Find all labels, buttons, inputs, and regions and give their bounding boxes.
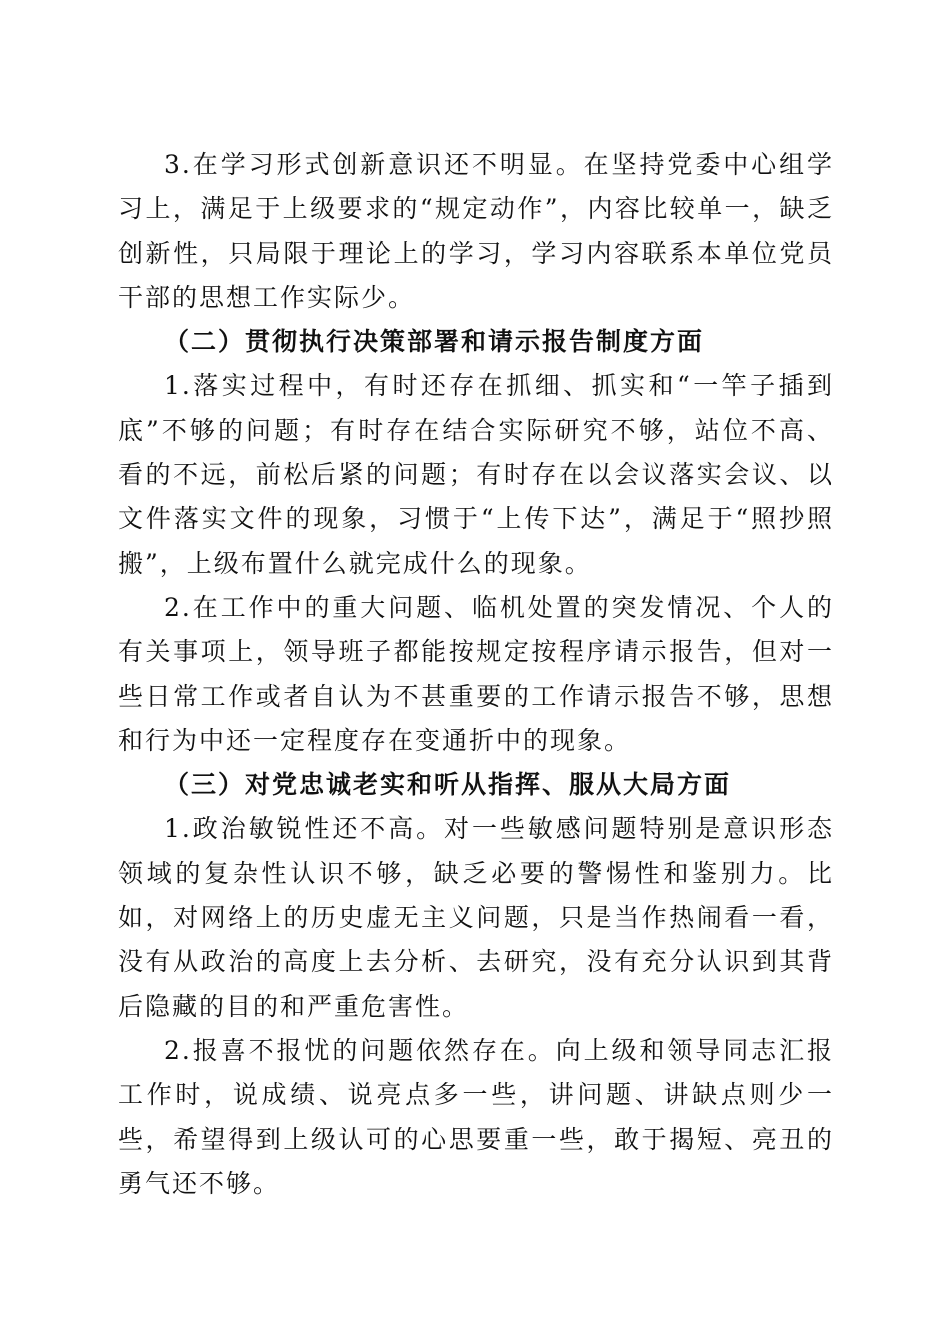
paragraph-2-1: 1.落实过程中，有时还存在抓细、抓实和“一竿子插到底”不够的问题；有时存在结合实际研究不够，站位不高、看的不远，前松后紧的问题；有时存在以会议落实会议、以文件落实文件的现象，习惯于“上传下达”，满足于“照抄照搬”，上级布置什么就完成什么的现象。 [118, 371, 834, 578]
paragraph-2-2: 2.在工作中的重大问题、临机处置的突发情况、个人的有关事项上，领导班子都能按规定按程序请示报告，但对一些日常工作或者自认为不甚重要的工作请示报告不够，思想和行为中还一定程度存在变通折中的现象。 [118, 592, 834, 755]
paragraph-3-1: 1.政治敏锐性还不高。对一些敏感问题特别是意识形态领域的复杂性认识不够，缺乏必要的警惕性和鉴别力。比如，对网络上的历史虚无主义问题，只是当作热闹看一看，没有从政治的高度上去分析、去研究，没有充分认识到其背后隐藏的目的和严重危害性。 [118, 814, 834, 1021]
section-heading-2: （二）贯彻执行决策部署和请示报告制度方面 [164, 327, 705, 357]
document-body [118, 143, 834, 1206]
paragraph-1: 3.在学习形式创新意识还不明显。在坚持党委中心组学习上，满足于上级要求的“规定动作”，内容比较单一，缺乏创新性，只局限于理论上的学习，学习内容联系本单位党员干部的思想工作实际少。 [118, 150, 834, 312]
paragraph-3-2: 2.报喜不报忧的问题依然存在。向上级和领导同志汇报工作时，说成绩、说亮点多一些，讲问题、讲缺点则少一些，希望得到上级认可的心思要重一些，敢于揭短、亮丑的勇气还不够。 [118, 1035, 834, 1198]
section-heading-3: （三）对党忠诚老实和听从指挥、服从大局方面 [164, 770, 732, 800]
